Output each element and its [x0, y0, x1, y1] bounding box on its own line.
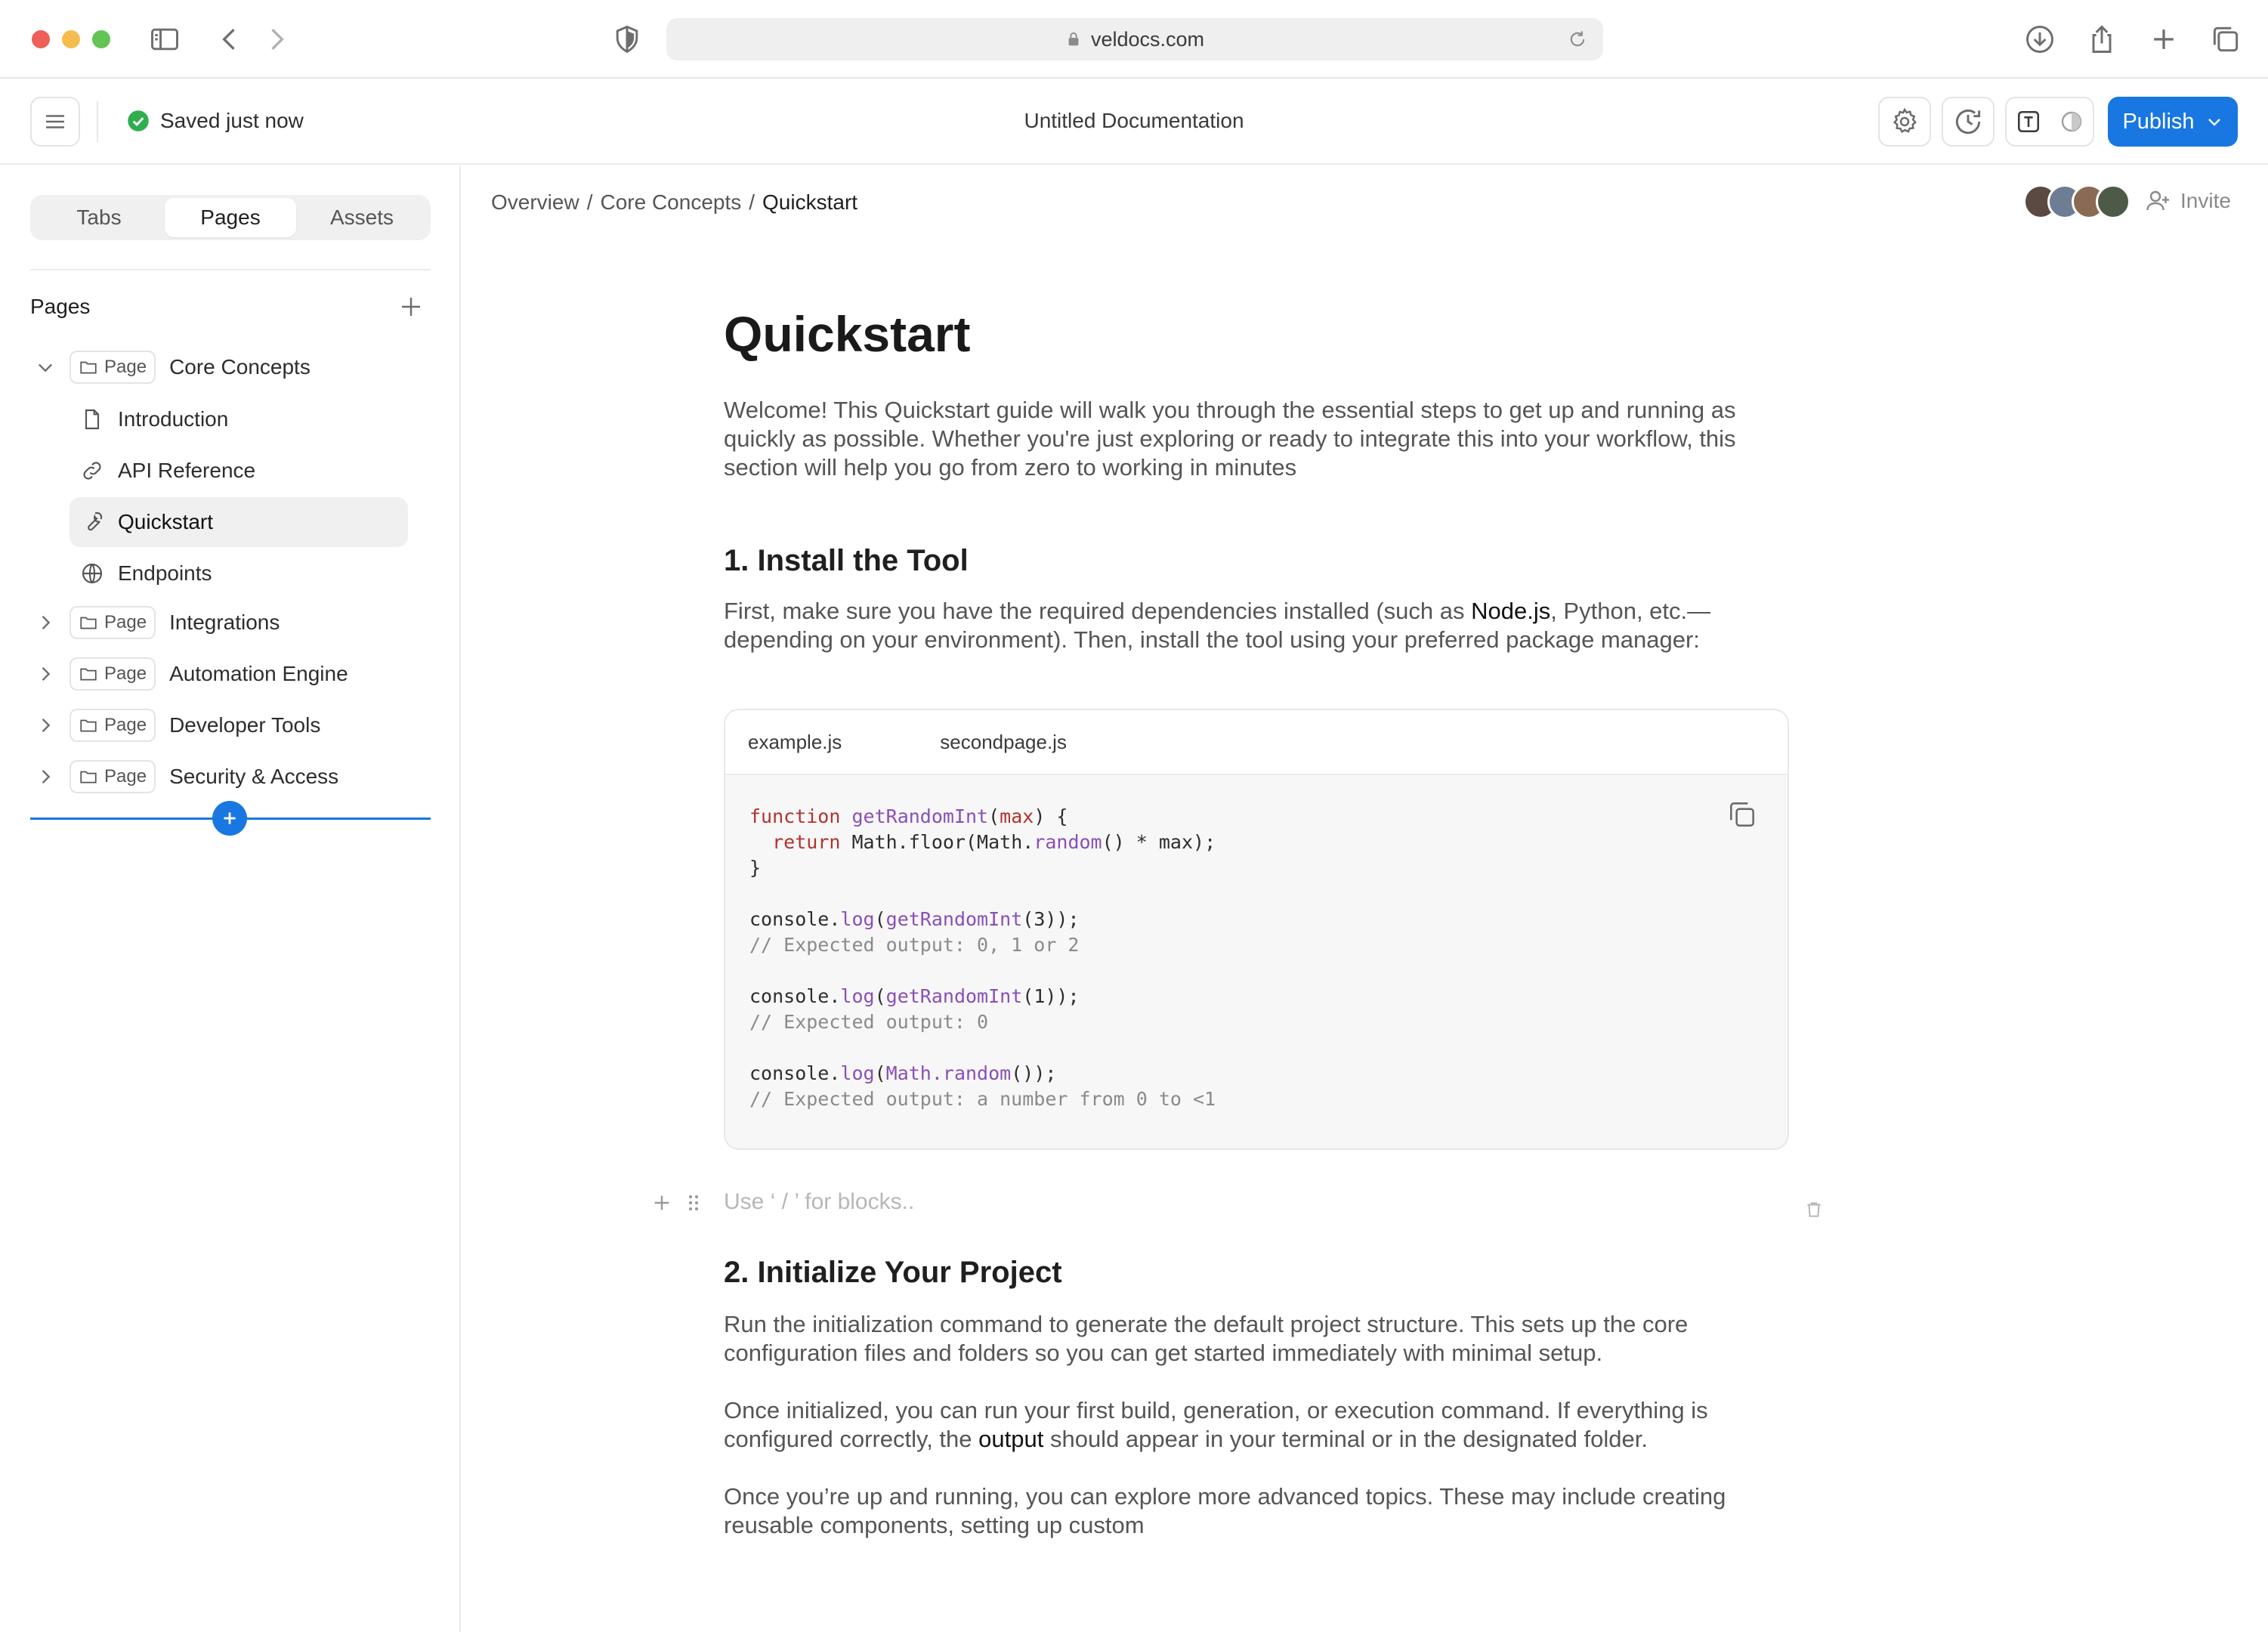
gear-icon — [1889, 107, 1920, 137]
section-heading-initialize: 2. Initialize Your Project — [724, 1256, 1062, 1289]
plus-icon — [220, 808, 239, 828]
page-badge-label: Page — [104, 612, 147, 632]
doc-title[interactable]: Untitled Documentation — [1024, 109, 1244, 132]
section-heading-install: 1. Install the Tool — [724, 544, 969, 577]
menu-button[interactable] — [30, 97, 80, 147]
theme-icon[interactable] — [2059, 110, 2084, 134]
breadcrumb-separator: / — [749, 190, 755, 214]
insert-page-button[interactable] — [212, 801, 247, 836]
sidebar-item-label: Security & Access — [169, 765, 339, 788]
forward-icon[interactable] — [260, 23, 293, 56]
sidebar-item-label: Core Concepts — [169, 355, 311, 379]
sidebar-item-developer-tools[interactable] — [30, 703, 431, 748]
page-badge — [70, 351, 156, 384]
file-icon — [80, 407, 104, 431]
shield-icon[interactable] — [610, 23, 644, 56]
output-link[interactable]: output — [978, 1426, 1044, 1452]
header-divider — [97, 101, 98, 142]
sidebar-toggle-icon[interactable] — [148, 23, 181, 56]
block-placeholder[interactable]: Use ‘ / ’ for blocks.. — [724, 1189, 915, 1214]
initialize-paragraph-2 — [724, 1396, 1797, 1454]
p2-text-before: Once initialized, you can run your first build, generation, or execution command. If everything is configured correctly, the — [724, 1397, 1708, 1452]
tab-tabs[interactable]: Tabs — [76, 206, 122, 229]
copy-icon[interactable] — [1726, 798, 1759, 831]
code-tab-secondpage-js[interactable]: secondpage.js — [940, 730, 1067, 753]
app-header — [0, 80, 2268, 165]
close-window-button[interactable] — [32, 30, 50, 48]
tab-pages[interactable]: Pages — [165, 198, 296, 237]
breadcrumb-separator: / — [586, 190, 593, 214]
globe-icon — [80, 561, 104, 586]
download-icon[interactable] — [2023, 23, 2056, 56]
browser-toolbar — [0, 0, 2268, 79]
chevron-right-icon[interactable] — [30, 663, 60, 685]
sidebar-item-introduction[interactable] — [70, 394, 408, 444]
back-icon[interactable] — [213, 23, 246, 56]
code-block — [724, 709, 1789, 1150]
check-circle-icon — [127, 110, 150, 132]
page-badge-label: Page — [104, 663, 147, 684]
sidebar-item-core-concepts[interactable] — [30, 345, 431, 390]
page-badge — [70, 709, 156, 742]
sidebar-item-label: Integrations — [169, 610, 280, 634]
trash-icon[interactable] — [1804, 1200, 1824, 1219]
add-block-icon[interactable] — [650, 1191, 674, 1215]
initialize-paragraph-1: Run the initialization command to generate the default project structure. This sets up the core configuration files and folders so you can get started immediately with minimal setup. — [724, 1311, 1689, 1366]
history-button[interactable] — [1942, 97, 1995, 147]
breadcrumb-core-concepts[interactable]: Core Concepts — [600, 190, 742, 214]
p2-text-after: should appear in your terminal or in the designated folder. — [1043, 1426, 1648, 1452]
hamburger-icon — [42, 108, 69, 135]
page-badge — [70, 760, 156, 793]
sidebar-segmented-control — [30, 195, 431, 240]
chevron-right-icon[interactable] — [30, 715, 60, 736]
code-tabs — [725, 710, 1788, 775]
install-paragraph — [724, 597, 1797, 654]
intro-paragraph: Welcome! This Quickstart guide will walk you through the essential steps to get up and running as quickly as possible. Whether you're just exploring or ready to integrate this into your workflow, this section will help you go from zero to working in minutes — [724, 397, 1736, 481]
sidebar-item-label: Quickstart — [118, 510, 214, 533]
page-badge-label: Page — [104, 357, 147, 377]
invite-button[interactable] — [2144, 187, 2231, 215]
breadcrumb — [491, 190, 857, 215]
tab-overview-icon[interactable] — [2209, 23, 2242, 56]
sidebar-item-integrations[interactable] — [30, 600, 431, 645]
wrench-icon — [80, 510, 104, 534]
sidebar-item-label: Endpoints — [118, 561, 212, 585]
invite-label: Invite — [2180, 189, 2231, 212]
folder-icon — [79, 767, 98, 787]
reload-icon[interactable] — [1567, 29, 1588, 50]
folder-icon — [79, 357, 98, 377]
sidebar-divider — [30, 269, 431, 270]
lock-icon — [1065, 31, 1082, 48]
sidebar-item-label: Developer Tools — [169, 713, 321, 737]
sidebar-item-endpoints[interactable] — [70, 549, 408, 598]
page-badge — [70, 606, 156, 639]
breadcrumb-current: Quickstart — [762, 190, 858, 214]
save-status — [127, 109, 304, 133]
minimize-window-button[interactable] — [62, 30, 80, 48]
pages-heading: Pages — [30, 295, 91, 318]
drag-handle-icon[interactable] — [681, 1191, 706, 1215]
page-badge-label: Page — [104, 766, 147, 787]
save-status-text: Saved just now — [160, 109, 304, 132]
maximize-window-button[interactable] — [92, 30, 110, 48]
folder-icon — [79, 716, 98, 735]
breadcrumb-overview[interactable]: Overview — [491, 190, 579, 214]
new-tab-icon[interactable] — [2147, 23, 2180, 56]
tab-assets[interactable]: Assets — [329, 206, 394, 229]
sidebar — [0, 166, 461, 1632]
page-title: Quickstart — [724, 306, 971, 362]
chevron-right-icon[interactable] — [30, 612, 60, 633]
sidebar-item-api-reference[interactable] — [70, 446, 408, 496]
sidebar-item-label: API Reference — [118, 459, 256, 482]
view-mode-toggle[interactable] — [2005, 97, 2094, 147]
install-text-before: First, make sure you have the required dependencies installed (such as — [724, 598, 1472, 624]
sidebar-item-label: Introduction — [118, 407, 229, 431]
collaborator-avatars[interactable] — [2023, 184, 2130, 219]
add-page-icon[interactable] — [397, 293, 425, 320]
publish-label: Publish — [2122, 109, 2195, 134]
text-mode-icon[interactable] — [2016, 109, 2041, 134]
url-text: veldocs.com — [1090, 27, 1205, 51]
nodejs-link[interactable]: Node.js — [1471, 598, 1551, 624]
code-content[interactable]: function getRandomInt(max) { return Math.floor(Math.random() * max); } console.log(getRandomInt(3)); // Expected output: 0, 1 or 2 console.log(getRandomInt(1)); // Expected output: 0 console.log(Math.random()); // Expected output: a number from 0 to <1 — [749, 805, 1216, 1110]
add-user-icon — [2144, 187, 2171, 215]
link-icon — [80, 459, 104, 483]
install-text-after: , Python, etc.—depending on your environment). Then, install the tool using your preferred package manager: — [724, 598, 1711, 653]
page-badge-label: Page — [104, 715, 147, 735]
address-bar[interactable] — [666, 18, 1603, 60]
code-tab-example-js[interactable]: example.js — [748, 730, 842, 753]
chevron-down-icon[interactable] — [30, 357, 60, 378]
initialize-paragraph-3: Once you’re up and running, you can explore more advanced topics. These may include creating reusable components, setting up custom — [724, 1483, 1726, 1538]
settings-button[interactable] — [1878, 97, 1931, 147]
sidebar-item-quickstart[interactable] — [70, 497, 408, 547]
sidebar-item-automation-engine[interactable] — [30, 651, 431, 697]
share-icon[interactable] — [2085, 23, 2118, 56]
chevron-right-icon[interactable] — [30, 766, 60, 787]
chevron-down-icon — [2205, 113, 2223, 131]
folder-icon — [79, 613, 98, 632]
avatar[interactable] — [2096, 184, 2130, 219]
folder-icon — [79, 664, 98, 684]
history-icon — [1951, 105, 1985, 138]
page-badge — [70, 657, 156, 691]
sidebar-item-security-access[interactable] — [30, 754, 431, 799]
sidebar-item-label: Automation Engine — [169, 662, 348, 685]
publish-button[interactable] — [2108, 97, 2238, 147]
